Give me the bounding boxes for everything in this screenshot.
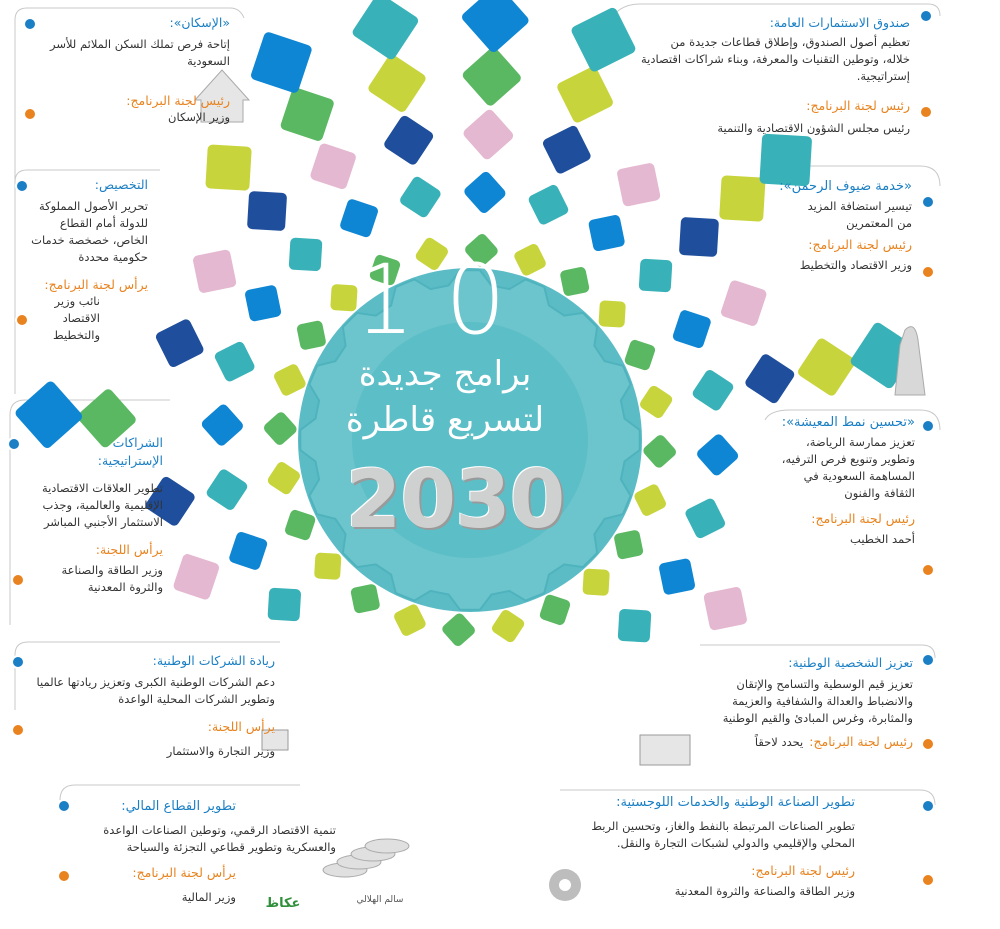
mosaic-tile xyxy=(192,249,237,294)
mosaic-tile xyxy=(490,608,526,644)
program-chair: نائب وزير الاقتصاد والتخطيط xyxy=(53,294,100,342)
mosaic-tile xyxy=(598,300,625,327)
mosaic-tile xyxy=(796,337,857,398)
mosaic-tile xyxy=(527,183,570,226)
mosaic-tile xyxy=(250,31,313,94)
mosaic-tile xyxy=(691,368,735,412)
mosaic-tile xyxy=(541,124,592,175)
program-title: التخصيص: xyxy=(94,177,148,192)
program-count: 10 xyxy=(353,244,537,356)
artist-credit: سالم الهلالي xyxy=(356,895,404,905)
worker-icon xyxy=(640,735,690,765)
mosaic-tile xyxy=(440,611,477,648)
program-strategic-partnerships xyxy=(18,434,163,596)
program-description: دعم الشركات الوطنية الكبرى وتعزيز ريادتها عالميا وتطوير الشركات المحلية الواعدة xyxy=(36,675,275,706)
mosaic-tile xyxy=(633,483,668,518)
coins-icon xyxy=(365,839,409,853)
mosaic-tile xyxy=(618,609,652,643)
mosaic-tile xyxy=(684,497,727,540)
mosaic-tile xyxy=(616,162,661,207)
mosaic-tile xyxy=(462,170,507,215)
program-chair-label: رئيس لجنة البرنامج: xyxy=(751,863,855,878)
program-chair-label: رئيس لجنة البرنامج: xyxy=(809,734,913,749)
program-public-investment-fund xyxy=(640,14,910,137)
mosaic-tile xyxy=(205,468,249,512)
mosaic-tile xyxy=(658,558,696,596)
program-industry-logistics xyxy=(560,794,855,900)
mosaic-tile xyxy=(244,284,282,322)
connector-dot xyxy=(922,874,934,886)
mosaic-tile xyxy=(461,46,523,108)
program-description: تطوير العلاقات الاقتصادية الإقليمية والعالمية، وجذب الاستثمار الأجنبي المباشر xyxy=(41,481,163,529)
mosaic-tile xyxy=(392,603,427,638)
connector-dot xyxy=(12,724,24,736)
program-privatization xyxy=(30,176,148,344)
connector-dot xyxy=(922,800,934,812)
mosaic-tile xyxy=(266,460,302,496)
program-chair: وزير التجارة والاستثمار xyxy=(166,744,275,758)
connector-dot xyxy=(16,314,28,326)
mosaic-tile xyxy=(719,175,766,222)
program-title: «خدمة ضيوف الرحمن»: xyxy=(779,179,912,194)
mosaic-tile xyxy=(588,214,626,252)
program-chair: رئيس مجلس الشؤون الاقتصادية والتنمية xyxy=(717,121,910,135)
program-chair-label: يرأس لجنة البرنامج: xyxy=(132,865,236,880)
mosaic-tile xyxy=(559,266,590,297)
mosaic-tile xyxy=(351,0,420,61)
mosaic-tile xyxy=(461,108,515,162)
mosaic-tile xyxy=(720,279,768,327)
program-chair: وزير المالية xyxy=(181,890,236,904)
program-quality-of-life xyxy=(770,414,915,548)
center-headline-line2: لتسريع قاطرة xyxy=(345,400,545,440)
program-title: «الإسكان»: xyxy=(169,15,230,30)
mosaic-tile xyxy=(267,588,301,622)
connector-dot xyxy=(922,564,934,576)
mosaic-tile xyxy=(200,402,245,447)
program-description: تنمية الاقتصاد الرقمي، وتوطين الصناعات الواعدة والعسكرية وتطوير قطاعي التجزئة والسياحة xyxy=(103,823,336,854)
program-chair: وزير الطاقة والصناعة والثروة المعدنية xyxy=(674,884,855,898)
mosaic-tile xyxy=(641,433,678,470)
program-hajj-umrah-services xyxy=(762,178,912,274)
mosaic-tile xyxy=(296,320,327,351)
mosaic-tile xyxy=(613,529,644,560)
mosaic-tile xyxy=(172,553,220,601)
program-description: تعظيم أصول الصندوق، وإطلاق قطاعات جديدة من خلاله، وتوطين التقنيات والمعرفة، وبناء شراكات اقتصادية إستراتيجية. xyxy=(640,35,910,83)
program-description: تعزيز قيم الوسطية والتسامح والإتقان والانضباط والعدالة والشفافية والعزيمة والمثابرة، وغرس المبادئ والقيم الوطنية xyxy=(722,677,913,725)
mosaic-tile xyxy=(382,114,435,167)
mosaic-tile xyxy=(314,552,341,579)
program-title: الشراكات الإستراتيجية: xyxy=(97,435,163,468)
mosaic-tile xyxy=(289,238,323,272)
mosaic-tile xyxy=(309,142,357,190)
mosaic-tile xyxy=(398,175,442,219)
mosaic-tile xyxy=(743,352,796,405)
mosaic-tile xyxy=(247,191,287,231)
program-national-companies xyxy=(30,652,275,760)
connector-dot xyxy=(922,420,934,432)
program-description: إتاحة فرص تملك السكن الملائم للأسر السعودية xyxy=(49,37,230,68)
newspaper-logo: عكاظ xyxy=(265,896,301,911)
mosaic-tile xyxy=(350,583,381,614)
program-chair-label: يرأس اللجنة: xyxy=(95,542,163,557)
program-chair-label: رئيس لجنة البرنامج: xyxy=(811,511,915,526)
mosaic-tile xyxy=(638,384,674,420)
mosaic-tile xyxy=(284,509,317,542)
program-national-identity xyxy=(695,654,913,751)
program-chair: أحمد الخطيب xyxy=(850,532,915,546)
program-chair-label: يرأس لجنة البرنامج: xyxy=(44,277,148,292)
vision-year: 2030 xyxy=(345,453,565,546)
connector-dot xyxy=(922,738,934,750)
connector-dot xyxy=(58,800,70,812)
connector-dot xyxy=(16,180,28,192)
program-title: صندوق الاستثمارات العامة: xyxy=(769,15,910,30)
program-chair: وزير الإسكان xyxy=(168,110,230,124)
program-title: تعزيز الشخصية الوطنية: xyxy=(788,655,913,670)
program-title: «تحسين نمط المعيشة»: xyxy=(781,415,915,430)
mosaic-tile xyxy=(703,586,748,631)
connector-dot xyxy=(920,10,932,22)
program-chair: وزير الاقتصاد والتخطيط xyxy=(799,258,912,272)
program-chair: يحدد لاحقاً xyxy=(754,735,804,749)
program-description: تيسير استضافة المزيد من المعتمرين xyxy=(807,199,912,230)
mosaic-tile xyxy=(623,339,656,372)
mosaic-tile xyxy=(205,144,252,191)
mosaic-tile xyxy=(556,65,615,124)
mosaic-tile xyxy=(339,198,379,238)
center-headline-line1: برامج جديدة xyxy=(358,354,532,394)
program-chair-label: رئيس لجنة البرنامج: xyxy=(126,93,230,108)
program-title: ريادة الشركات الوطنية: xyxy=(152,653,275,668)
mosaic-tile xyxy=(367,53,428,114)
mosaic-tile xyxy=(582,568,609,595)
program-chair-label: يرأس اللجنة: xyxy=(207,719,275,734)
mosaic-tile xyxy=(213,340,256,383)
program-description: تحرير الأصول المملوكة للدولة أمام القطاع الخاص، خصخصة خدمات حكومية محددة xyxy=(31,199,148,264)
mosaic-tile xyxy=(639,259,673,293)
mosaic-tile xyxy=(228,531,268,571)
mosaic-tile xyxy=(539,593,572,626)
program-description: تطوير الصناعات المرتبطة بالنفط والغاز، وتحسين الربط المحلي والإقليمي والدولي لشبكات التجارة والنقل. xyxy=(591,819,855,850)
connector-dot xyxy=(58,870,70,882)
connector-dot xyxy=(920,106,932,118)
mosaic-tile xyxy=(695,432,740,477)
mosaic-tile xyxy=(460,0,531,54)
program-chair-label: رئيس لجنة البرنامج: xyxy=(806,98,910,113)
mosaic-tile xyxy=(154,318,205,369)
mosaic-tile xyxy=(672,309,712,349)
program-housing xyxy=(30,14,230,126)
mosaic-tile xyxy=(262,410,299,447)
mosaic-tile xyxy=(679,217,719,257)
mosaic-tile xyxy=(272,362,307,397)
mosaic-tile xyxy=(570,6,637,73)
program-title: تطوير الصناعة الوطنية والخدمات اللوجستية: xyxy=(616,795,855,810)
connector-dot xyxy=(922,196,934,208)
program-title: تطوير القطاع المالي: xyxy=(121,799,236,814)
mosaic-tile xyxy=(279,87,335,143)
connector-dot xyxy=(12,656,24,668)
program-chair: وزير الطاقة والصناعة والثروة المعدنية xyxy=(61,563,163,594)
program-chair-label: رئيس لجنة البرنامج: xyxy=(808,237,912,252)
connector-dot xyxy=(922,654,934,666)
program-description: تعزيز ممارسة الرياضة، وتطوير وتنويع فرص الترفيه، المساهمة السعودية في الثقافة والفنون xyxy=(781,435,915,500)
connector-dot xyxy=(922,266,934,278)
